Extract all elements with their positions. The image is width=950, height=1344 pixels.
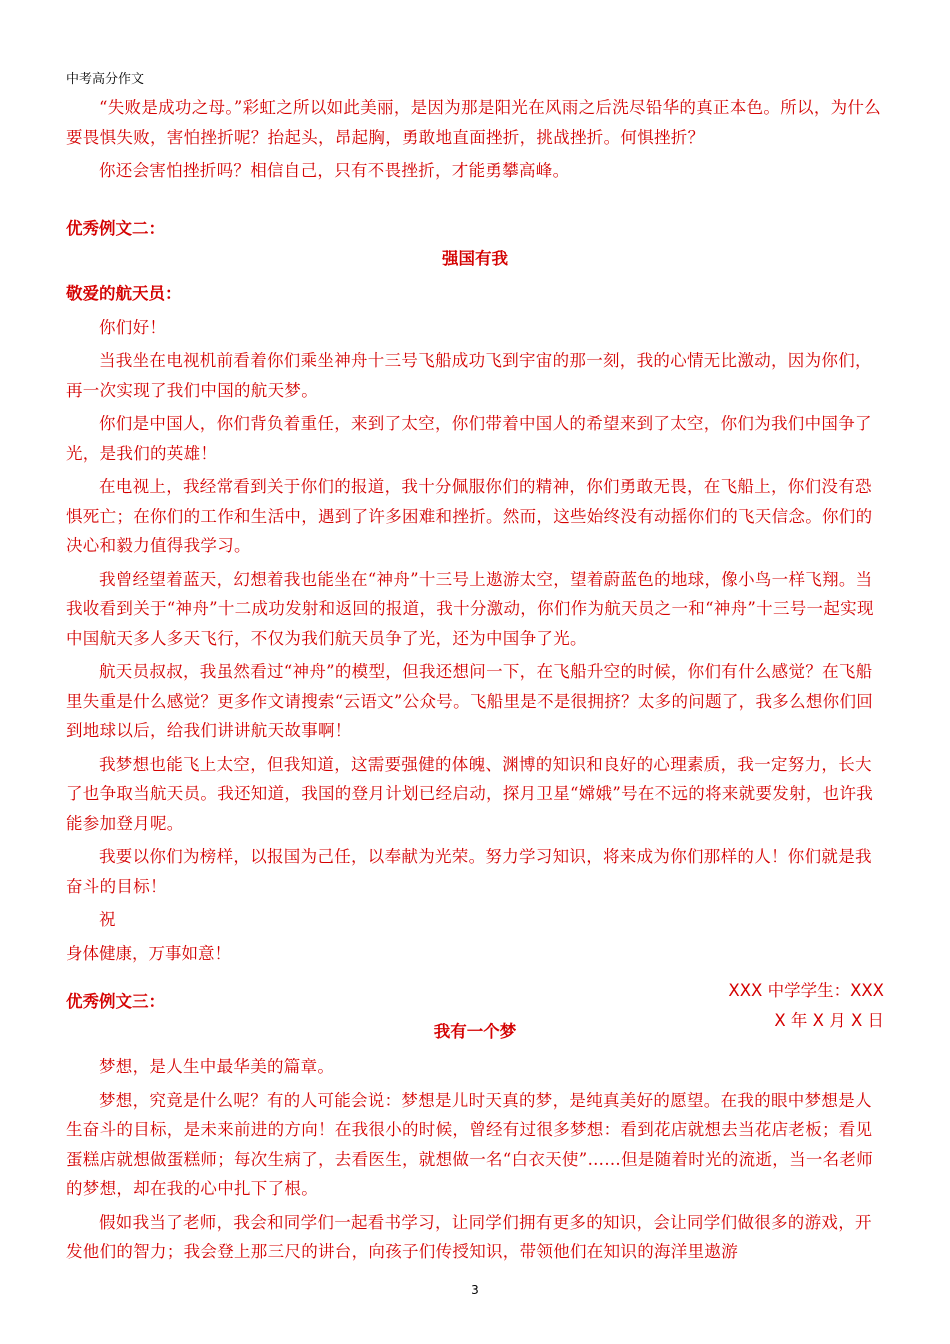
intro-section <box>66 93 884 190</box>
essay-label: 优秀例文二： <box>66 219 165 238</box>
greeting: 你们好！ <box>99 317 167 337</box>
essay-title: 我有一个梦 <box>433 1021 517 1041</box>
closing-wish: 祝 <box>99 910 116 929</box>
page-number: 3 <box>471 1283 479 1297</box>
essay-2 <box>66 214 884 1035</box>
paragraph: “失败是成功之母。”彩虹之所以如此美丽，是因为那是阳光在风雨之后洗尽铅华的真正本色。所以，为什么要畏惧失败，害怕挫折呢？抬起头，昂起胸，勇敢地直面挫折，挑战挫折。何惧挫折？ <box>66 98 882 147</box>
paragraph: 我要以你们为榜样，以报国为己任，以奉献为光荣。努力学习知识，将来成为你们那样的人！你们就是我奋斗的目标！ <box>66 847 872 896</box>
paragraph: 梦想，是人生中最华美的篇章。 <box>99 1057 335 1076</box>
salutation: 敬爱的航天员： <box>66 284 182 303</box>
paragraph: 你还会害怕挫折吗？相信自己，只有不畏挫折，才能勇攀高峰。 <box>99 161 570 180</box>
paragraph: 梦想，究竟是什么呢？有的人可能会说：梦想是儿时天真的梦，是纯真美好的愿望。在我的眼中梦想是人生奋斗的目标，是未来前进的方向！在我很小的时候，曾经有过很多梦想：看到花店就想去当花店老板；看见蛋糕店就想做蛋糕师；每次生病了，去看医生，就想做一名“白衣天使”……但是随着时光的流逝，当一名老师的梦想，却在我的心中扎下了根。 <box>66 1090 874 1198</box>
paragraph: 当我坐在电视机前看着你们乘坐神舟十三号飞船成功飞到宇宙的那一刻，我的心情无比激动，因为你们，再一次实现了我们中国的航天梦。 <box>66 351 872 400</box>
paragraph: 我梦想也能飞上太空，但我知道，这需要强健的体魄、渊博的知识和良好的心理素质，我一定努力，长大了也争取当航天员。我还知道，我国的登月计划已经启动，探月卫星“嫦娥”号在不远的将来就要发射，也许我能参加登月呢。 <box>66 754 874 833</box>
signature: XXX 中学学生：XXX <box>728 981 884 1000</box>
essay-label: 优秀例文三： <box>66 992 165 1011</box>
paragraph: 在电视上，我经常看到关于你们的报道，我十分佩服你们的精神，你们勇敢无畏，在飞船上，你们没有恐惧死亡；在你们的工作和生活中，遇到了许多困难和挫折。然而，这些始终没有动摇你们的飞天信念。你们的决心和毅力值得我学习。 <box>66 477 873 555</box>
essay-title: 强国有我 <box>442 248 508 268</box>
paragraph: 假如我当了老师，我会和同学们一起看书学习，让同学们拥有更多的知识，会让同学们做很多的游戏，开发他们的智力；我会登上那三尺的讲台，向孩子们传授知识，带领他们在知识的海洋里遨游 <box>66 1212 872 1261</box>
paragraph: 你们是中国人，你们背负着重任，来到了太空，你们带着中国人的希望来到了太空，你们为我们中国争了光，是我们的英雄！ <box>66 414 872 463</box>
paragraph: 航天员叔叔，我虽然看过“神舟”的模型，但我还想问一下，在飞船升空的时候，你们有什么感觉？在飞船里失重是什么感觉？更多作文请搜索“云语文”公众号。飞船里是不是很拥挤？太多的问题了，我多么想你们回到地球以后，给我们讲讲航天故事啊！ <box>66 662 874 740</box>
closing-blessing: 身体健康，万事如意！ <box>66 943 231 963</box>
date: X 年 X 月 X 日 <box>774 1010 884 1030</box>
paragraph: 我曾经望着蓝天，幻想着我也能坐在“神舟”十三号上遨游太空，望着蔚蓝色的地球，像小鸟一样飞翔。当我收看到关于“神舟”十二成功发射和返回的报道，我十分激动，你们作为航天员之一和“神舟”十三号一起实现中国航天多人多天飞行，不仅为我们航天员争了光，还为中国争了光。 <box>66 569 874 648</box>
essay-3 <box>66 987 884 1271</box>
page-header: 中考高分作文 <box>66 72 145 87</box>
